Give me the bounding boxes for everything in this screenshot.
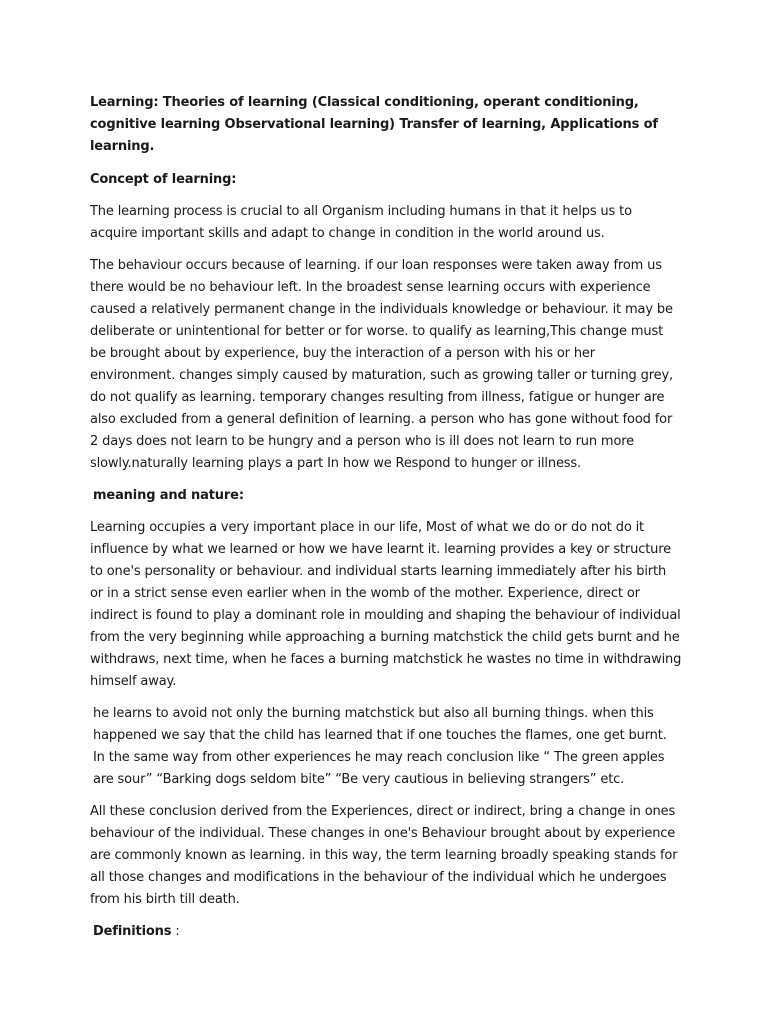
definitions-colon: :: [171, 924, 180, 939]
document-body: [90, 92, 682, 953]
concept-paragraph-2: The behaviour occurs because of learning. if our loan responses were taken away from us there would be no behaviour left. In the broadest sense learning occurs with experience caused a relatively permanent change in the individuals knowledge or behaviour. it may be deliberate or unintentional for better or for worse. to qualify as learning,This change must be brought about by experience, buy the interaction of a person with his or her environment. changes simply caused by maturation, such as growing taller or turning grey, do not qualify as learning. temporary changes resulting from illness, fatigue or hunger are also excluded from a general definition of learning. a person who has gone without food for 2 days does not learn to be hungry and a person who is ill does not learn to run more slowly.naturally learning plays a part In how we Respond to hunger or illness.: [90, 258, 674, 471]
meaning-heading: meaning and nature:: [93, 488, 244, 503]
document-title: Learning: Theories of learning (Classical conditioning, operant conditioning, cognitive learning Observational learning) Transfer of learning, Applications of learning.: [90, 95, 658, 154]
meaning-paragraph-2: he learns to avoid not only the burning matchstick but also all burning things. when this happened we say that the child has learned that if one touches the flames, one get burnt. In the same way from other experiences he may reach conclusion like “ The green apples are sour” “Barking dogs seldom bite” “Be very cautious in believing strangers” etc.: [93, 706, 667, 787]
concept-heading: Concept of learning:: [90, 172, 237, 187]
definitions-line: [90, 921, 682, 943]
meaning-paragraph-3: All these conclusion derived from the Experiences, direct or indirect, bring a change in ones behaviour of the individual. These changes in one's Behaviour brought about by experience are commonly known as learning. in this way, the term learning broadly speaking stands for all those changes and modifications in the behaviour of the individual which he undergoes from his birth till death.: [90, 804, 678, 907]
concept-paragraph-1: The learning process is crucial to all Organism including humans in that it helps us to acquire important skills and adapt to change in condition in the world around us.: [90, 204, 632, 241]
meaning-paragraph-1: Learning occupies a very important place in our life, Most of what we do or do not do it influence by what we learned or how we have learnt it. learning provides a key or structure to one's personality or behaviour. and individual starts learning immediately after his birth or in a strict sense even earlier when in the womb of the mother. Experience, direct or indirect is found to play a dominant role in moulding and shaping the behaviour of individual from the very beginning while approaching a burning matchstick the child gets burnt and he withdraws, next time, when he faces a burning matchstick he wastes no time in withdrawing himself away.: [90, 520, 682, 689]
definitions-heading: Definitions: [93, 924, 172, 939]
